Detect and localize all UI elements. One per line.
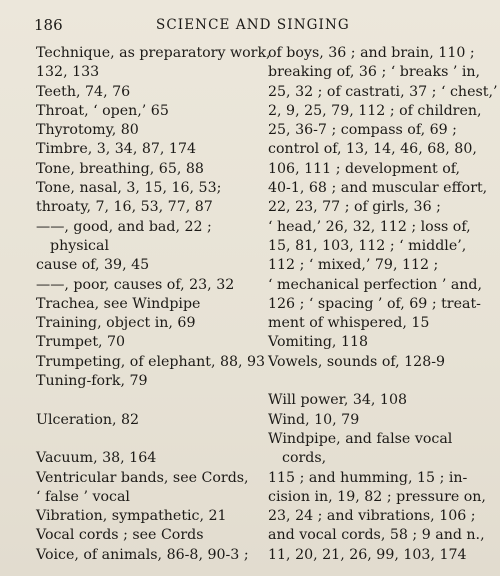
index-entry-line: Trachea, see Windpipe [36, 295, 201, 312]
index-entry-line: Will power, 34, 108 [268, 392, 408, 409]
index-entry-line: Ventricular bands, see Cords, [36, 469, 249, 486]
index-entry [36, 333, 274, 352]
index-entry [36, 44, 274, 83]
index-entry-line: 126 ; ‘ spacing ’ of, 69 ; treat- [268, 295, 481, 312]
index-entry-line: Throat, ‘ open,’ 65 [36, 102, 169, 119]
index-entry-line: Thyrotomy, 80 [36, 122, 139, 139]
index-entry-line: ——, good, and bad, 22 ; physical [36, 218, 217, 254]
index-entry [268, 353, 500, 372]
index-entry-line: Vibration, sympathetic, 21 [36, 508, 227, 525]
page-header [34, 16, 486, 46]
index-entry [36, 295, 274, 314]
index-entry-line: Trumpet, 70 [36, 334, 126, 351]
index-entry-line: throaty, 7, 16, 53, 77, 87 [36, 199, 213, 216]
index-entry-line: ‘ mechanical perfection ’ and, [268, 276, 483, 293]
index-entry-line: 2, 9, 25, 79, 112 ; of children, [268, 102, 482, 119]
index-entry-line: Voice, of animals, 86-8, 90-3 ; [36, 546, 249, 563]
index-entry-line: 15, 81, 103, 112 ; ‘ middle’, [268, 237, 467, 254]
index-entry [36, 83, 274, 102]
group-gap [36, 391, 274, 410]
index-entry-line: Trumpeting, of elephant, 88, 93 [36, 353, 266, 370]
index-entry-line: Vocal cords ; see Cords [36, 527, 204, 544]
index-entry [36, 526, 274, 545]
index-entry-line: control of, 13, 14, 46, 68, 80, [268, 141, 477, 158]
index-entry-line: ‘ false ’ vocal [36, 488, 130, 505]
index-entry-line: Training, object in, 69 [36, 315, 196, 332]
index-entry-line: 132, 133 [36, 64, 100, 81]
index-entry [36, 411, 274, 430]
index-entry-line: Ulceration, 82 [36, 411, 140, 428]
index-entry-line: 11, 20, 21, 26, 99, 103, 174 [268, 546, 467, 563]
index-entry-line: ment of whispered, 15 [268, 315, 430, 332]
index-entry-line: of boys, 36 ; and brain, 110 ; [268, 45, 475, 61]
index-column-right [268, 44, 500, 565]
index-entry [36, 507, 274, 526]
index-entry [268, 391, 500, 410]
index-entry-line: 25, 36-7 ; compass of, 69 ; [268, 122, 457, 139]
index-entry-line: Tuning-fork, 79 [36, 373, 148, 390]
index-entry [268, 430, 500, 565]
index-entry-line: 115 ; and humming, 15 ; in- [268, 469, 468, 486]
index-entry [36, 160, 274, 179]
index-entry-line: 106, 111 ; development of, [268, 160, 461, 177]
page-number: 186 [34, 16, 63, 34]
index-entry-line: Wind, 10, 79 [268, 411, 360, 428]
index-entry-line: 22, 23, 77 ; of girls, 36 ; [268, 199, 441, 216]
index-entry [268, 44, 500, 333]
index-entry [36, 140, 274, 159]
index-entry-line: cause of, 39, 45 [36, 257, 150, 274]
index-entry [36, 121, 274, 140]
index-entry-line: Tone, breathing, 65, 88 [36, 160, 204, 177]
index-entry-line: Windpipe, and false vocal cords, [268, 430, 457, 467]
index-entry [36, 179, 274, 218]
index-entry-line: 112 ; ‘ mixed,’ 79, 112 ; [268, 257, 439, 274]
index-group [268, 391, 500, 565]
index-entry-line: Timbre, 3, 34, 87, 174 [36, 141, 197, 158]
index-entry-line: 40-1, 68 ; and muscular effort, [268, 180, 488, 197]
index-group [36, 44, 274, 391]
index-entry [36, 102, 274, 121]
index-column-left [36, 44, 274, 565]
index-entry-line: ‘ head,’ 26, 32, 112 ; loss of, [268, 218, 471, 235]
index-entry-line: breaking of, 36 ; ‘ breaks ’ in, [268, 64, 481, 81]
index-entry-line: Tone, nasal, 3, 15, 16, 53; [36, 180, 222, 197]
index-entry [36, 372, 274, 391]
index-group [36, 411, 274, 430]
index-entry-line: Vacuum, 38, 164 [36, 450, 157, 467]
index-entry-line: 25, 32 ; of castrati, 37 ; ‘ chest,’ [268, 83, 498, 100]
index-entry-line: Vowels, sounds of, 128-9 [268, 353, 446, 370]
index-entry-line: 23, 24 ; and vibrations, 106 ; [268, 508, 476, 525]
index-entry [36, 546, 274, 565]
index-entry-line: Teeth, 74, 76 [36, 83, 131, 100]
index-group [268, 44, 500, 372]
index-entry-line: ——, poor, causes of, 23, 32 [36, 276, 235, 293]
index-entry [36, 218, 274, 276]
group-gap [268, 372, 500, 391]
index-entry-line: and vocal cords, 58 ; 9 and n., [268, 527, 485, 544]
index-entry [268, 411, 500, 430]
index-entry-line: cision in, 19, 82 ; pressure on, [268, 488, 486, 505]
index-entry [36, 449, 274, 468]
index-entry [36, 276, 274, 295]
index-group [36, 449, 274, 565]
index-entry [36, 469, 274, 508]
running-head: SCIENCE AND SINGING [156, 17, 350, 33]
index-entry [36, 353, 274, 372]
index-entry [36, 314, 274, 333]
index-entry [268, 333, 500, 352]
group-gap [36, 430, 274, 449]
index-entry-line: Vomiting, 118 [268, 334, 369, 351]
index-entry-line: Technique, as preparatory work, [36, 45, 271, 61]
